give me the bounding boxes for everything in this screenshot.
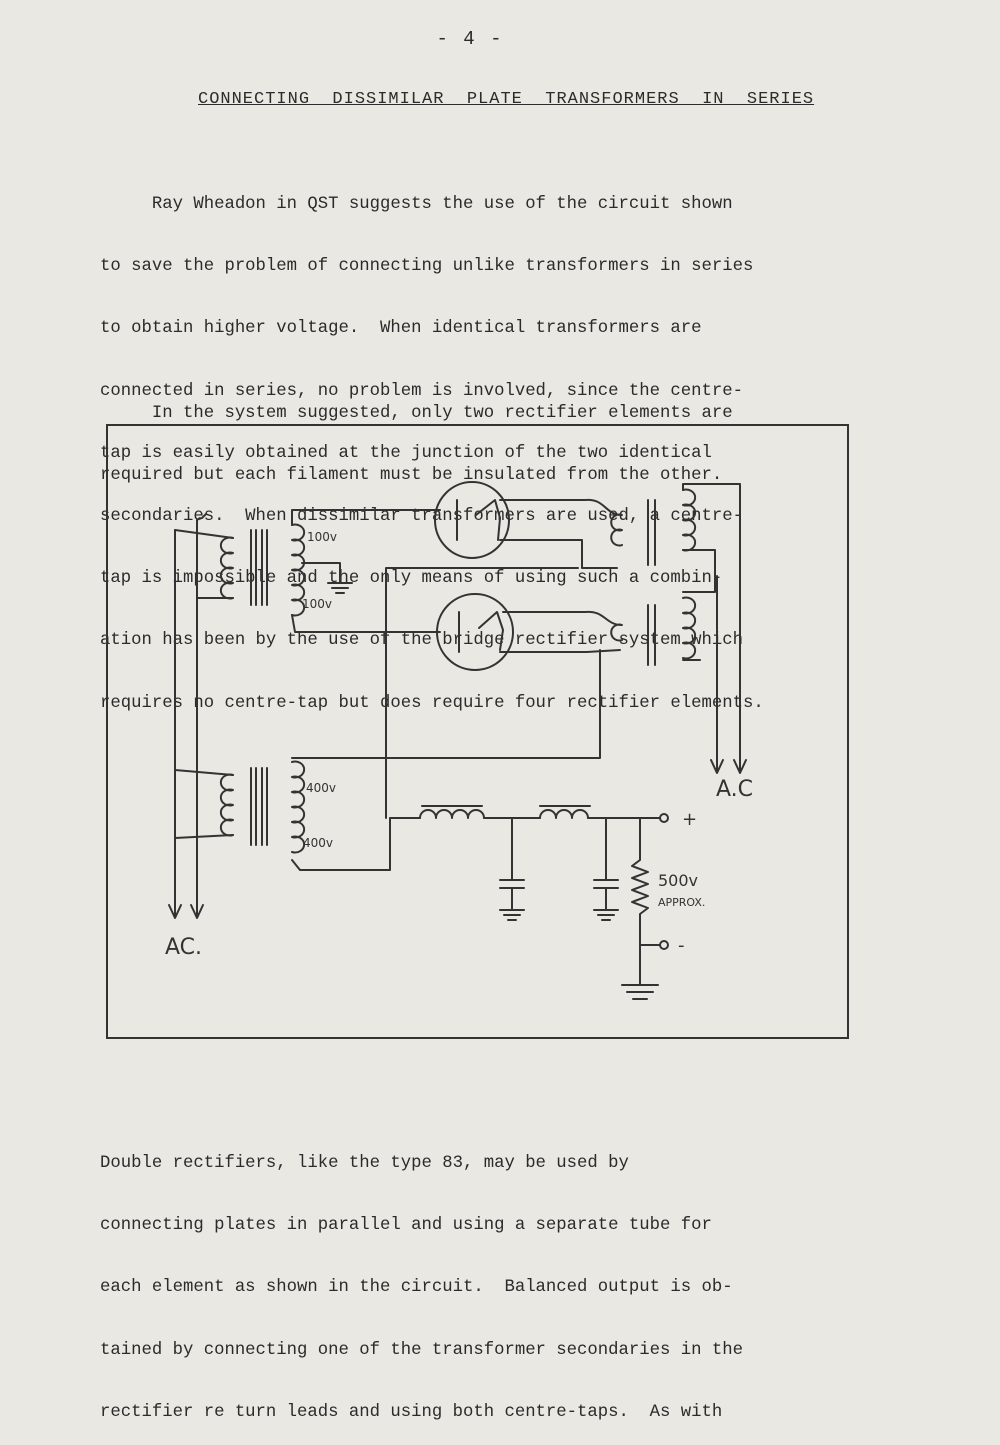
filament-transformer-bottom [500, 598, 695, 666]
text-line: In the system suggested, only two rectifier elements are [100, 403, 733, 423]
label-minus: - [678, 935, 685, 956]
filter-capacitor-2 [594, 818, 618, 910]
bleeder-resistor [632, 818, 660, 945]
primary-coil [221, 538, 233, 599]
text-line: tap is easily obtained at the junction of the two identical [100, 444, 712, 464]
label-500v: 500v [658, 871, 699, 890]
ground-symbol [594, 910, 618, 920]
rectifier-tube-top [435, 482, 509, 558]
text-line: ation has been by the use of the bridge rectifier system which [100, 631, 743, 651]
text-line: required but each filament must be insulated from the other. [100, 465, 723, 485]
label-400v-bottom: 400v [303, 836, 334, 850]
label-100v-top: 100v [307, 530, 338, 544]
text-line: connecting plates in parallel and using a separate tube for [100, 1215, 712, 1235]
text-line: Ray Wheadon in QST suggests the use of the circuit shown [100, 194, 733, 214]
primary-coil [221, 775, 233, 836]
filter-capacitor-1 [500, 818, 524, 910]
label-100v-bottom: 100v [302, 597, 333, 611]
paragraph-double-rectifiers [100, 1112, 743, 1445]
page-number: - 4 - [436, 28, 504, 50]
filter-choke-1 [420, 810, 484, 818]
text-line: to save the problem of connecting unlike transformers in series [100, 256, 754, 276]
label-plus: + [682, 809, 698, 830]
ground-symbol [328, 583, 352, 593]
rectifier-tube-bottom [437, 594, 513, 670]
filament-transformer-top [500, 490, 695, 569]
text-line: each element as shown in the circuit. Balanced output is ob- [100, 1278, 733, 1298]
label-ac-right: A.C [716, 777, 754, 802]
text-line: tained by connecting one of the transformer secondaries in the [100, 1340, 743, 1360]
label-approx: APPROX. [658, 896, 706, 909]
text-line: tap is impossible and the only means of using such a combin- [100, 568, 723, 588]
label-400v-top: 400v [306, 781, 337, 795]
text-line: Double rectifiers, like the type 83, may be used by [100, 1153, 629, 1173]
text-line: connected in series, no problem is involved, since the centre- [100, 381, 743, 401]
ground-symbol [500, 910, 524, 920]
text-line: to obtain higher voltage. When identical transformers are [100, 319, 702, 339]
filter-choke-2 [540, 810, 588, 818]
text-line: secondaries. When dissimilar transformers are used, a centre- [100, 506, 743, 526]
output-terminal-plus [660, 814, 668, 822]
text-line: rectifier re turn leads and using both centre-taps. As with [100, 1403, 723, 1423]
output-terminal-minus [660, 941, 668, 949]
page-title: CONNECTING DISSIMILAR PLATE TRANSFORMERS IN SERIES [198, 90, 815, 109]
ground-symbol [622, 985, 658, 999]
text-line: requires no centre-tap but does require four rectifier elements. [100, 693, 764, 713]
label-ac-left: AC. [165, 935, 203, 960]
